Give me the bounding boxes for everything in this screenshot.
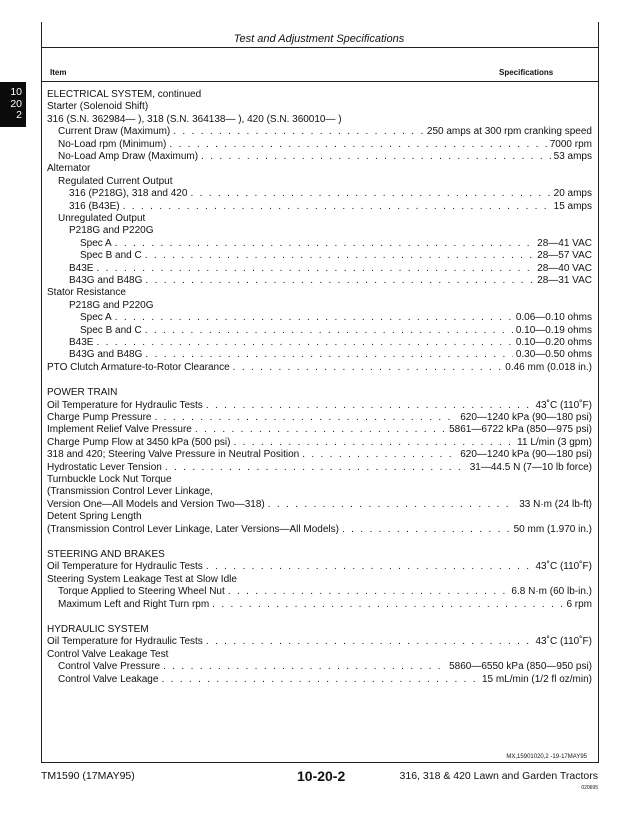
column-header-item: Item <box>50 68 67 77</box>
spec-value: 53 amps <box>553 151 592 162</box>
spec-value: 15 mL/min (1/2 fl oz/min) <box>481 673 592 685</box>
right-border <box>598 22 599 762</box>
spec-label: Maximum Left and Right Turn rpm <box>58 598 210 610</box>
spec-label: Spec A <box>80 312 112 324</box>
spec-value: 0.10—0.19 ohms <box>515 324 592 336</box>
leader-dots <box>302 449 457 461</box>
left-border <box>41 22 42 762</box>
footer-product-title: 316, 318 & 420 Lawn and Garden Tractors <box>399 770 598 782</box>
leader-dots <box>195 424 446 436</box>
leader-dots <box>201 151 551 163</box>
spec-value: 50 mm (1.970 in.) <box>513 523 592 535</box>
spec-row <box>47 586 592 598</box>
leader-dots <box>165 462 467 474</box>
leader-dots <box>173 126 424 138</box>
leader-dots <box>155 412 458 424</box>
spec-value: 28—31 VAC <box>537 275 592 286</box>
spec-label: Control Valve Pressure <box>58 661 161 673</box>
leader-dots <box>123 201 551 213</box>
leader-dots <box>206 636 533 648</box>
spec-label: Oil Temperature for Hydraulic Tests <box>47 561 203 573</box>
leader-dots <box>145 275 534 287</box>
spec-label: B43E <box>69 262 94 274</box>
spec-heading: 316 (S.N. 362984— ), 318 (S.N. 364138— ), 420 (S.N. 360010— ) <box>47 113 342 125</box>
spec-row <box>47 674 592 686</box>
spec-row <box>47 139 592 151</box>
spec-row <box>47 188 592 200</box>
spec-label: 316 (P218G), 318 and 420 <box>69 188 188 200</box>
spec-value: 620—1240 kPa (90—180 psi) <box>460 412 592 423</box>
column-header-specifications: Specifications <box>499 68 554 77</box>
spec-heading: Unregulated Output <box>58 213 146 224</box>
spec-label: Torque Applied to Steering Wheel Nut <box>58 586 225 598</box>
spec-row <box>47 275 592 287</box>
spec-label: Charge Pump Pressure <box>47 412 152 423</box>
spec-value: 7000 rpm <box>549 138 592 150</box>
spec-label: Oil Temperature for Hydraulic Tests <box>47 636 203 648</box>
spec-label: PTO Clutch Armature-to-Rotor Clearance <box>47 361 230 373</box>
spec-row <box>47 449 592 461</box>
spec-label: (Transmission Control Lever Linkage, Later Versions—All Models) <box>47 523 339 535</box>
column-header-rule <box>41 81 599 82</box>
leader-dots <box>96 263 534 275</box>
leader-dots <box>115 312 513 324</box>
spec-row <box>47 250 592 262</box>
spec-heading: (Transmission Control Lever Linkage, <box>47 486 213 498</box>
spec-row <box>47 599 592 611</box>
spec-value: 5860—6550 kPa (850—950 psi) <box>449 661 592 673</box>
leader-dots <box>233 437 514 449</box>
spec-heading: Control Valve Leakage Test <box>47 648 169 660</box>
page-header-title: Test and Adjustment Specifications <box>233 33 405 45</box>
leader-dots <box>163 661 446 673</box>
spec-heading: POWER TRAIN <box>47 387 118 399</box>
spec-value: 43˚C (110˚F) <box>535 399 592 411</box>
spec-row <box>47 312 592 324</box>
spec-label: Spec B and C <box>80 250 142 262</box>
section-tab-line: 20 <box>10 97 22 110</box>
spec-label: Hydrostatic Lever Tension <box>47 461 162 473</box>
leader-dots <box>206 561 533 573</box>
spec-row <box>47 412 592 424</box>
spec-value: 0.46 mm (0.018 in.) <box>505 361 592 373</box>
spec-label: Version One—All Models and Version Two—318) <box>47 498 265 510</box>
spec-heading: ELECTRICAL SYSTEM, continued <box>47 89 202 100</box>
spec-heading: Turnbuckle Lock Nut Torque <box>47 474 172 485</box>
spec-label: Current Draw (Maximum) <box>58 126 171 138</box>
spec-value: 33 N·m (24 lb-ft) <box>519 498 592 510</box>
spec-heading: Starter (Solenoid Shift) <box>47 101 149 113</box>
spec-row <box>47 524 592 536</box>
leader-dots <box>145 325 513 337</box>
spec-label: B43G and B48G <box>69 349 143 361</box>
spec-value: 28—40 VAC <box>537 262 592 274</box>
spec-label: No-Load rpm (Minimum) <box>58 138 167 150</box>
spec-heading: Regulated Current Output <box>58 175 173 187</box>
reference-code: MX,15901020,2 -19-17MAY95 <box>506 754 587 760</box>
spec-heading: Stator Resistance <box>47 287 126 299</box>
leader-dots <box>212 599 563 611</box>
spec-value: 43˚C (110˚F) <box>535 561 592 573</box>
spec-heading: Steering System Leakage Test at Slow Idle <box>47 573 237 585</box>
spec-value: 20 amps <box>553 188 592 200</box>
spec-value: 28—41 VAC <box>537 237 592 249</box>
footer-page-number: 10-20-2 <box>297 768 346 784</box>
spec-label: 318 and 420; Steering Valve Pressure in Neutral Position <box>47 449 300 461</box>
leader-dots <box>161 674 479 686</box>
spec-row <box>47 201 592 213</box>
spec-row <box>47 424 592 436</box>
spec-row <box>47 437 592 449</box>
footer-rule <box>41 762 599 763</box>
spec-row <box>47 238 592 250</box>
spec-row <box>47 462 592 474</box>
spec-row <box>47 126 592 138</box>
spec-value: 6 rpm <box>566 598 592 610</box>
spec-label: 316 (B43E) <box>69 200 120 212</box>
spec-heading: P218G and P220G <box>69 299 154 311</box>
spec-row <box>47 400 592 412</box>
section-tab <box>0 82 26 127</box>
spec-label: Charge Pump Flow at 3450 kPa (500 psi) <box>47 436 231 448</box>
leader-dots <box>145 349 512 361</box>
spec-heading: Detent Spring Length <box>47 511 142 523</box>
section-tab-line: 10 <box>10 86 22 98</box>
leader-dots <box>233 362 503 374</box>
spec-label: B43E <box>69 337 94 348</box>
spec-row <box>47 561 592 573</box>
leader-dots <box>96 337 512 349</box>
leader-dots <box>228 586 509 598</box>
leader-dots <box>342 524 511 536</box>
spec-heading: STEERING AND BRAKES <box>47 549 165 560</box>
leader-dots <box>115 238 534 250</box>
spec-label: Control Valve Leakage <box>58 673 159 685</box>
spec-row <box>47 349 592 361</box>
spec-heading: P218G and P220G <box>69 225 154 237</box>
footer-manual-id: TM1590 (17MAY95) <box>41 770 135 782</box>
section-tab-line: 2 <box>16 109 22 121</box>
leader-dots <box>145 250 534 262</box>
spec-row <box>47 151 592 163</box>
spec-value: 28—57 VAC <box>537 250 592 262</box>
spec-label: No-Load Amp Draw (Maximum) <box>58 151 199 162</box>
spec-value: 11 L/min (3 gpm) <box>517 436 592 448</box>
spec-label: Implement Relief Valve Pressure <box>47 424 192 436</box>
spec-heading: HYDRAULIC SYSTEM <box>47 624 149 635</box>
header-rule <box>41 47 599 48</box>
spec-row <box>47 362 592 374</box>
leader-dots <box>268 499 516 511</box>
spec-value: 0.10—0.20 ohms <box>515 337 592 348</box>
spec-row <box>47 325 592 337</box>
spec-value: 620—1240 kPa (90—180 psi) <box>460 449 592 461</box>
spec-label: Spec A <box>80 237 112 249</box>
spec-row <box>47 661 592 673</box>
leader-dots <box>190 188 550 200</box>
spec-row <box>47 337 592 349</box>
spec-row <box>47 636 592 648</box>
spec-label: Spec B and C <box>80 324 142 336</box>
spec-row <box>47 263 592 275</box>
spec-value: 6.8 N·m (60 lb-in.) <box>511 586 592 598</box>
spec-label: B43G and B48G <box>69 275 143 286</box>
spec-heading: Alternator <box>47 163 91 175</box>
footer-date-code: 020695 <box>581 785 598 791</box>
leader-dots <box>169 139 546 151</box>
spec-value: 0.06—0.10 ohms <box>515 312 592 324</box>
spec-value: 5861—6722 kPa (850—975 psi) <box>449 424 592 436</box>
spec-value: 15 amps <box>553 200 592 212</box>
spec-row <box>47 499 592 511</box>
spec-value: 31—44.5 N (7—10 lb force) <box>469 461 592 473</box>
spec-value: 250 amps at 300 rpm cranking speed <box>426 126 592 138</box>
spec-value: 43˚C (110˚F) <box>535 636 592 648</box>
spec-label: Oil Temperature for Hydraulic Tests <box>47 399 203 411</box>
leader-dots <box>206 400 533 412</box>
spec-value: 0.30—0.50 ohms <box>515 349 592 361</box>
